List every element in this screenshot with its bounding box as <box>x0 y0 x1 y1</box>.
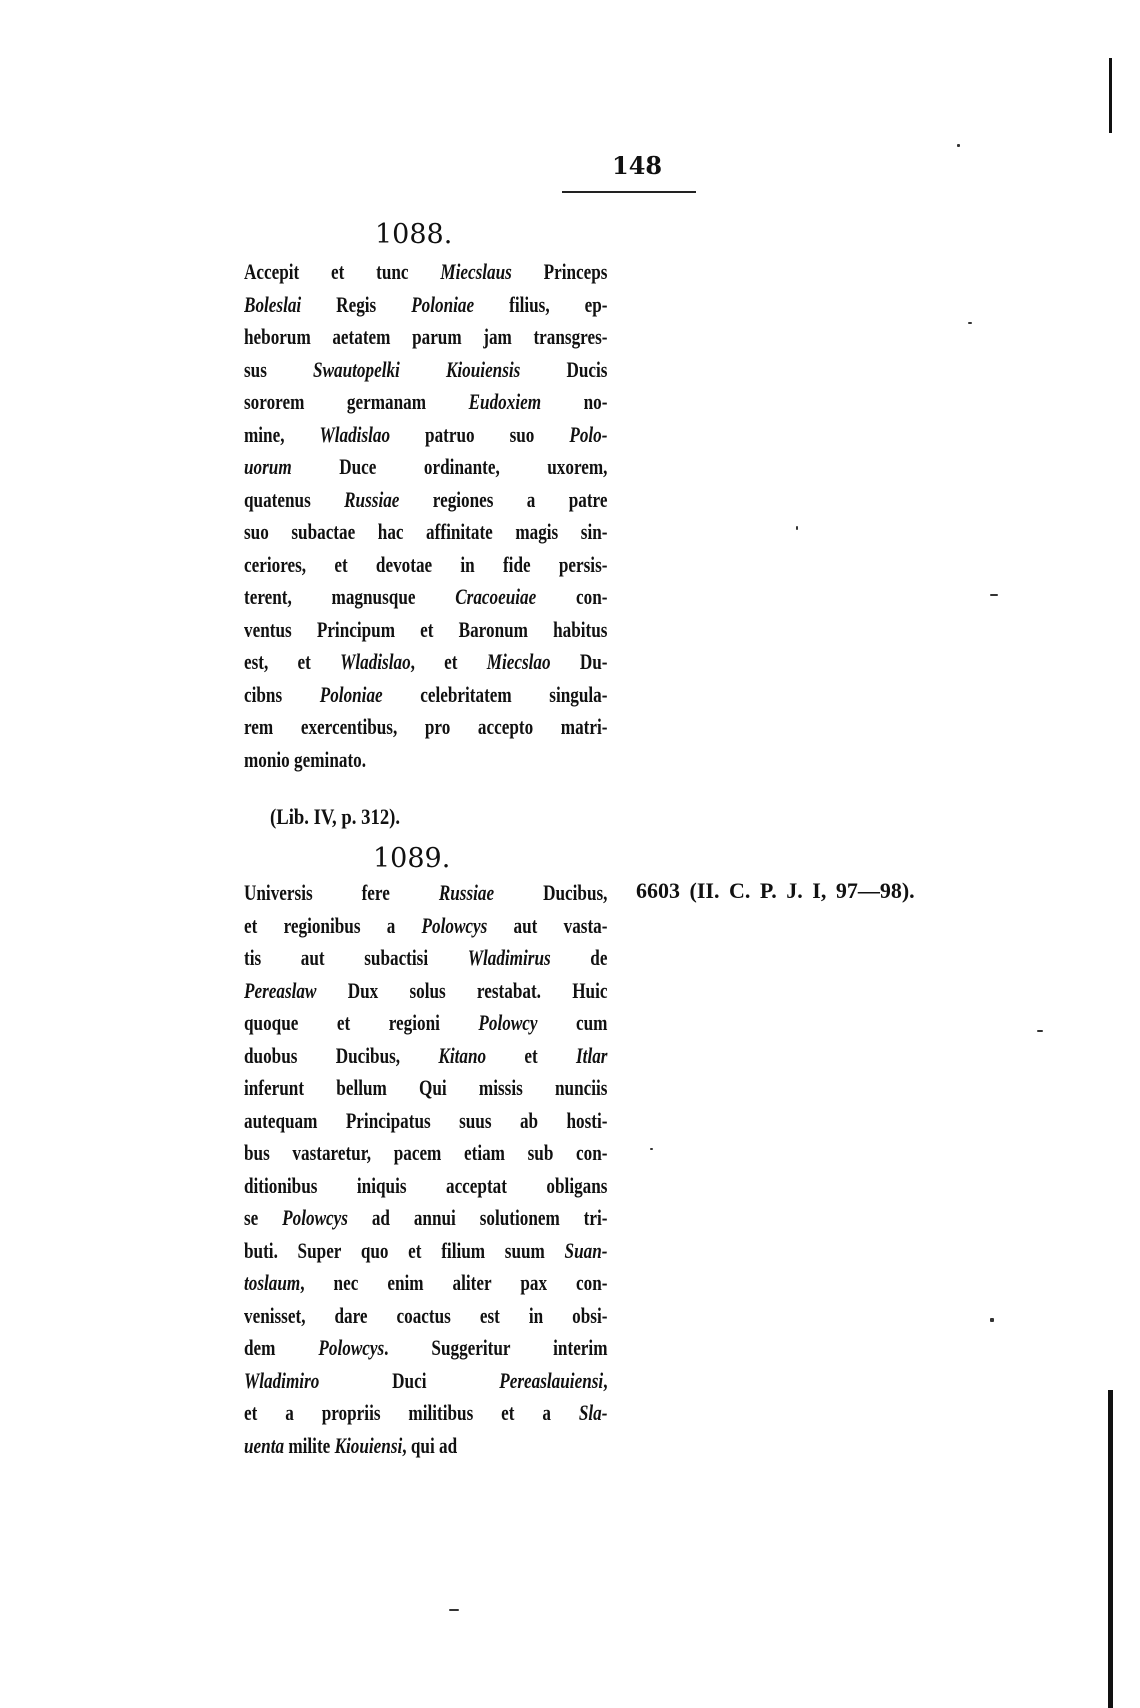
text-line <box>244 711 607 744</box>
scan-speck <box>449 1609 459 1611</box>
italic-name: uorum <box>244 454 292 479</box>
text-line <box>244 744 607 777</box>
italic-name: Kiouiensi <box>334 1432 403 1458</box>
italic-name: Polowcy <box>478 1010 538 1035</box>
entry-text-1089 <box>244 877 608 1462</box>
italic-name: Wladislao <box>340 649 411 674</box>
text-run: ceriores, et devotae in fide persis- <box>244 551 608 577</box>
year-heading: 1089. <box>373 843 451 874</box>
text-line <box>244 419 607 452</box>
text-run: heborum aetatem parum jam transgres- <box>244 324 608 349</box>
text-line <box>244 256 607 289</box>
text-run: Regis <box>301 291 412 317</box>
italic-name: Suan- <box>564 1237 608 1263</box>
text-run: . Suggeritur interim <box>384 1335 608 1360</box>
text-run: ventus Principum et Baronum habitus <box>244 616 608 642</box>
text-line <box>244 1235 607 1268</box>
text-run: mine, <box>244 421 320 447</box>
text-run: ditionibus iniquis acceptat obligans <box>244 1172 608 1198</box>
text-run: duobus Ducibus, <box>244 1042 439 1068</box>
entry-text-1088 <box>244 256 608 776</box>
text-run: Dux solus restabat. Huic <box>316 977 608 1003</box>
scan-speck <box>650 1148 653 1150</box>
text-run: venisset, dare coactus est in obsi- <box>244 1302 608 1328</box>
text-line <box>244 679 607 712</box>
italic-name: Polo- <box>569 421 608 447</box>
italic-name: Wladimirus <box>467 945 551 970</box>
text-run: patruo suo <box>390 421 570 447</box>
text-run: Accepit et tunc <box>244 259 441 284</box>
scan-speck <box>990 594 998 596</box>
text-line <box>244 1332 607 1365</box>
text-line <box>244 1040 607 1073</box>
header-rule <box>562 191 696 193</box>
italic-name: uenta <box>244 1432 285 1458</box>
text-line <box>244 1397 607 1430</box>
text-run: monio geminato. <box>244 746 367 772</box>
page-number: 148 <box>612 151 663 180</box>
text-run: sus <box>244 356 314 382</box>
text-run: no- <box>541 389 608 414</box>
italic-name: Boleslai <box>244 291 302 317</box>
text-run: dem <box>244 1335 319 1360</box>
text-run: rem exercentibus, pro accepto matri- <box>244 714 608 739</box>
text-line <box>244 646 607 679</box>
text-run: autequam Principatus suus ab hosti- <box>244 1107 608 1133</box>
text-line <box>244 289 607 322</box>
text-line <box>244 614 607 647</box>
italic-name: Miecslao <box>486 649 551 674</box>
text-line <box>244 1072 607 1105</box>
text-line <box>244 910 607 943</box>
scan-speck <box>957 144 960 147</box>
text-run: quatenus <box>244 486 345 512</box>
scan-speck <box>1037 1030 1043 1032</box>
text-run: milite <box>284 1432 335 1458</box>
italic-name: Polowcys <box>318 1335 385 1360</box>
text-line <box>244 877 607 910</box>
text-run: Ducibus, <box>494 880 608 905</box>
text-line <box>244 1137 607 1170</box>
scan-speck <box>796 526 798 530</box>
italic-name: Poloniae <box>411 291 475 317</box>
text-run: tis aut subactisi <box>244 945 468 970</box>
text-run: , <box>603 1367 608 1393</box>
text-line <box>244 1007 607 1040</box>
text-run: sororem germanam <box>244 389 469 414</box>
text-run: et a propriis militibus et a <box>244 1400 579 1425</box>
text-line <box>244 975 607 1008</box>
text-run: inferunt bellum Qui missis nunciis <box>244 1075 608 1100</box>
italic-name: Russiae <box>344 486 400 512</box>
italic-name: Russiae <box>438 880 495 905</box>
italic-name: Wladimiro <box>244 1367 320 1393</box>
year-heading: 1088. <box>375 219 453 250</box>
citation: (Lib. IV, p. 312). <box>270 804 401 829</box>
text-line <box>244 386 607 419</box>
text-run: terent, magnusque <box>244 584 456 609</box>
italic-name: Itlar <box>575 1042 608 1068</box>
text-line <box>244 581 607 614</box>
text-line <box>244 1170 607 1203</box>
text-line <box>244 1105 607 1138</box>
text-line <box>244 1430 607 1463</box>
text-line <box>244 354 607 387</box>
text-run: filius, ep- <box>474 291 608 317</box>
text-run: ad annui solutionem tri- <box>347 1205 608 1230</box>
text-line <box>244 549 607 582</box>
text-run: , et <box>410 649 487 674</box>
italic-name: Cracoeuiae <box>455 584 537 609</box>
scan-edge-artifact <box>1109 58 1112 133</box>
text-run: buti. Super quo et filium suum <box>244 1237 565 1263</box>
text-line <box>244 451 607 484</box>
text-run: Du- <box>550 649 608 674</box>
text-run: cum <box>537 1010 608 1035</box>
text-run: Ducis <box>520 356 608 382</box>
text-line <box>244 1267 607 1300</box>
italic-name: Wladislao <box>319 421 391 447</box>
text-run: Princeps <box>511 259 608 284</box>
text-run: Universis fere <box>244 880 439 905</box>
italic-name: Kiouiensis <box>445 356 521 382</box>
italic-name: Eudoxiem <box>468 389 542 414</box>
italic-name: Miecslaus <box>440 259 512 284</box>
italic-name: Pereaslaw <box>244 977 317 1003</box>
text-line <box>244 516 607 549</box>
text-run: se <box>244 1205 283 1230</box>
scan-speck <box>990 1318 994 1322</box>
text-line <box>244 942 607 975</box>
text-run: Duce ordinante, uxorem, <box>291 454 608 479</box>
margin-note: 6603 (II. C. P. J. I, 97—98). <box>636 878 915 903</box>
text-run: bus vastaretur, pacem etiam sub con- <box>244 1140 608 1165</box>
text-run: regiones a patre <box>399 486 608 512</box>
scan-speck <box>968 322 972 324</box>
text-run: , nec enim aliter pax con- <box>300 1270 608 1295</box>
text-run: , qui ad <box>402 1432 458 1458</box>
text-line <box>244 1300 607 1333</box>
italic-name: Sla- <box>578 1400 608 1425</box>
italic-name: Pereaslauiensi <box>499 1367 604 1393</box>
text-run: con- <box>536 584 608 609</box>
text-run: de <box>550 945 608 970</box>
italic-name: Polowcys <box>421 912 488 938</box>
text-run: Duci <box>319 1367 500 1393</box>
text-run: aut vasta- <box>487 912 608 938</box>
text-run <box>400 357 446 382</box>
text-run: et regionibus a <box>244 912 422 938</box>
text-line <box>244 484 607 517</box>
text-line <box>244 1202 607 1235</box>
text-run: suo subactae hac affinitate magis sin- <box>244 519 608 544</box>
text-line <box>244 321 607 354</box>
text-run: celebritatem singula- <box>382 681 608 707</box>
italic-name: Polowcys <box>282 1205 348 1230</box>
text-run: quoque et regioni <box>244 1010 479 1035</box>
italic-name: Swautopelki <box>313 356 400 382</box>
text-run: est, et <box>244 649 341 674</box>
italic-name: Poloniae <box>319 681 383 707</box>
italic-name: Kitano <box>438 1042 487 1068</box>
text-run: et <box>486 1042 576 1068</box>
text-run: cibns <box>244 681 320 707</box>
scan-edge-artifact <box>1108 1390 1113 1708</box>
italic-name: toslaum <box>244 1270 301 1295</box>
text-line <box>244 1365 607 1398</box>
